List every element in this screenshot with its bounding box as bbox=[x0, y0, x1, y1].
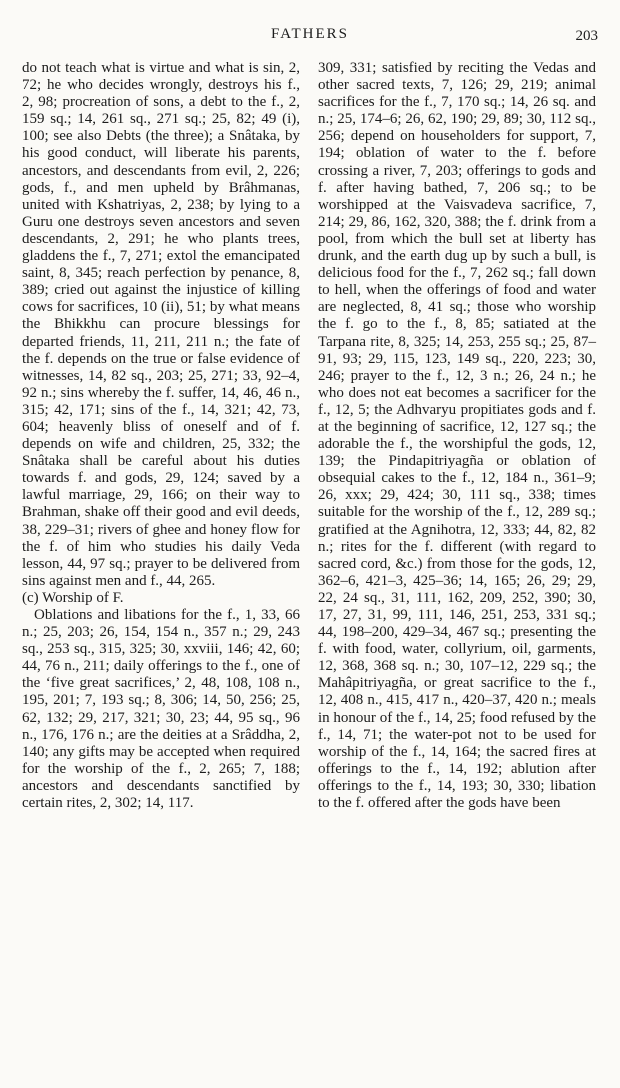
index-entry-continuation: do not teach what is virtue and what is sin, 2, 72; he who decides wrongly, destroys his f., 2, 98; procreation of sons, a debt to the f., 2, 159 sq.; 14, 261 sq., 271 sq.; 25, 82; 49 (i), 100; see also Debts (the three); a Snâtaka, by his good conduct, will liberate his parents, ancestors, and descendants from evil, 2, 226; gods, f., and men upheld by Brâhmanas, united with Kshatriyas, 2, 238; by lying to a Guru one destroys seven ancestors and seven descendants, 2, 291; he who plants trees, gladdens the f., 7, 271; extol the emancipated saint, 8, 345; reach perfection by penance, 8, 389; cried out against the injustice of killing cows for sacrifices, 10 (ii), 51; by what means the Bhikkhu can procure blessings for departed friends, 11, 211, 211 n.; the fate of the f. depends on the true or false evidence of witnesses, 14, 82 sq., 203; 25, 271; 33, 92–4, 92 n.; sins whereby the f. suffer, 14, 46, 46 n., 315; 42, 171; sins of the f., 14, 321; 42, 73, 604; heavenly bliss of oneself and of f. depends on wife and children, 25, 332; the Snâtaka shall be careful about his duties towards f. and gods, 29, 124; saved by a lawful marriage, 29, 166; on their way to Brahman, shake off their good and evil deeds, 38, 229–31; rivers of ghee and honey flow for the f. of him who studies his daily Veda lesson, 44, 97 sq.; prayer to be delivered from sins against men and f., 44, 265. bbox=[22, 60, 300, 589]
right-column bbox=[318, 60, 596, 812]
page-header bbox=[0, 26, 620, 50]
running-title: FATHERS bbox=[271, 26, 349, 42]
section-heading: (c) Worship of F. bbox=[22, 589, 124, 606]
left-column bbox=[22, 60, 300, 812]
page-number: 203 bbox=[575, 28, 598, 44]
index-entry-worship: Oblations and libations for the f., 1, 33, 66 n.; 25, 203; 26, 154, 154 n., 357 n.; 29, 243 sq., 253 sq., 315, 325; 30, xxviii, 146; 42, 60; 44, 76 n., 211; daily offerings to the f., one of the ‘five great sacrifices,’ 2, 48, 108, 108 n., 195, 201; 7, 193 sq.; 8, 306; 14, 50, 256; 25, 62, 132; 29, 217, 321; 30, 23; 44, 95 sq., 96 n., 176, 176 n.; are the deities at a Srâddha, 2, 140; any gifts may be accepted when required for the worship of the f., 2, 265; 7, 188; ancestors and descendants sanctified by certain rites, 2, 302; 14, 117. bbox=[22, 607, 300, 812]
index-entry-worship-continued: 309, 331; satisfied by reciting the Vedas and other sacred texts, 7, 126; 29, 219; animal sacrifices for the f., 7, 170 sq.; 14, 26 sq. and n.; 25, 174–6; 26, 62, 190; 29, 89; 30, 112 sq., 256; depend on householders for support, 7, 194; oblation of water to the f. before crossing a river, 7, 203; offerings to gods and f. after having bathed, 7, 206 sq.; to be worshipped at the Vaisvadeva sacrifice, 7, 214; 29, 86, 162, 320, 388; the f. drink from a pool, from which the bull set at liberty has drunk, and the earth dug up by such a bull, is delicious food for the f., 7, 262 sq.; fall down to hell, when the offerings of food and water are neglected, 8, 41 sq.; those who worship the f. go to the f., 8, 85; satiated at the Tarpana rite, 8, 325; 14, 253, 255 sq.; 25, 87–91, 93; 29, 115, 123, 149 sq., 220, 223; 30, 246; prayer to the f., 12, 3 n.; 26, 24 n.; he who does not eat becomes a sacrificer for the f., 12, 5; the Adhvaryu propitiates gods and f. at the beginning of sacrifice, 12, 127 sq.; the adorable the f., the worshipful the gods, 12, 139; the Pindapitriyagña or oblation of obsequial cakes to the f., 12, 184 n., 361–9; 26, xxx; 29, 424; 30, 111 sq., 338; times suitable for the worship of the f., 12, 289 sq.; gratified at the Agnihotra, 12, 333; 44, 82, 82 n.; rites for the f. different (with regard to sacred cord, &c.) from those for the gods, 12, 362–6, 421–3, 425–36; 14, 165; 26, 29; 29, 22, 24 sq., 31, 111, 162, 209, 252, 390; 30, 17, 27, 31, 99, 111, 146, 251, 253, 331 sq.; 44, 198–200, 429–34, 467 sq.; presenting the f. with food, water, collyrium, oil, garments, 12, 368, 368 sq. n.; 30, 107–12, 229 sq.; the Mahâpitriyagña, or great sacrifice to the f., 12, 408 n., 415, 417 n., 420–37, 420 n.; meals in honour of the f., 14, 25; food refused by the f., 14, 71; the water-pot not to be used for worship of the f., 14, 164; the sacred fires at offerings to the f., 14, 192; ablution after offerings to the f., 14, 193; 30, 330; libation to the f. offered after the gods have been bbox=[318, 60, 596, 812]
